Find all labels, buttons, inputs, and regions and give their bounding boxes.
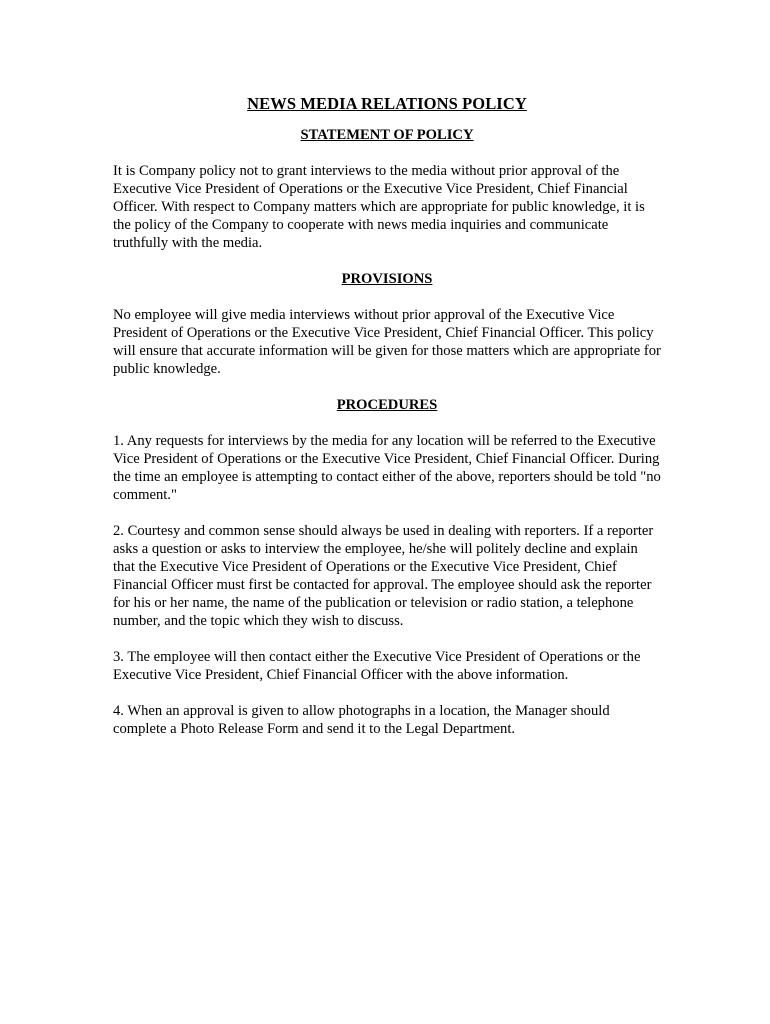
provisions-paragraph: No employee will give media interviews without prior approval of the Executive Vice President of Operations or the Executive Vice President, Chief Financial Officer. This policy will ensure that accurate information will be given for those matters which are appropriate for public knowledge. (113, 307, 661, 377)
procedure-item-1: 1. Any requests for interviews by the media for any location will be referred to the Executive Vice President of Operations or the Executive Vice President, Chief Financial Officer. During the time an employee is attempting to contact either of the above, reporters should be told "no comment." (113, 433, 661, 503)
procedure-item-4: 4. When an approval is given to allow photographs in a location, the Manager should complete a Photo Release Form and send it to the Legal Department. (113, 703, 610, 737)
statement-paragraph: It is Company policy not to grant interviews to the media without prior approval of the Executive Vice President of Operations or the Executive Vice President, Chief Financial Officer. With respect to Company matters which are appropriate for public knowledge, it is the policy of the Company to cooperate with news media inquiries and communicate truthfully with the media. (113, 163, 645, 251)
document-title: NEWS MEDIA RELATIONS POLICY (247, 94, 527, 113)
statement-heading: STATEMENT OF POLICY (300, 127, 474, 143)
document-content (113, 94, 661, 756)
procedures-heading: PROCEDURES (336, 397, 438, 413)
procedure-item-2: 2. Courtesy and common sense should always be used in dealing with reporters. If a reporter asks a question or asks to interview the employee, he/she will politely decline and explain that the Executive Vice President of Operations or the Executive Vice President, Chief Financial Officer must first be contacted for approval. The employee should ask the reporter for his or her name, the name of the publication or television or radio station, a telephone number, and the topic which they wish to discuss. (113, 523, 654, 629)
provisions-heading: PROVISIONS (341, 271, 433, 287)
procedure-item-3: 3. The employee will then contact either the Executive Vice President of Operations or the Executive Vice President, Chief Financial Officer with the above information. (113, 649, 641, 683)
